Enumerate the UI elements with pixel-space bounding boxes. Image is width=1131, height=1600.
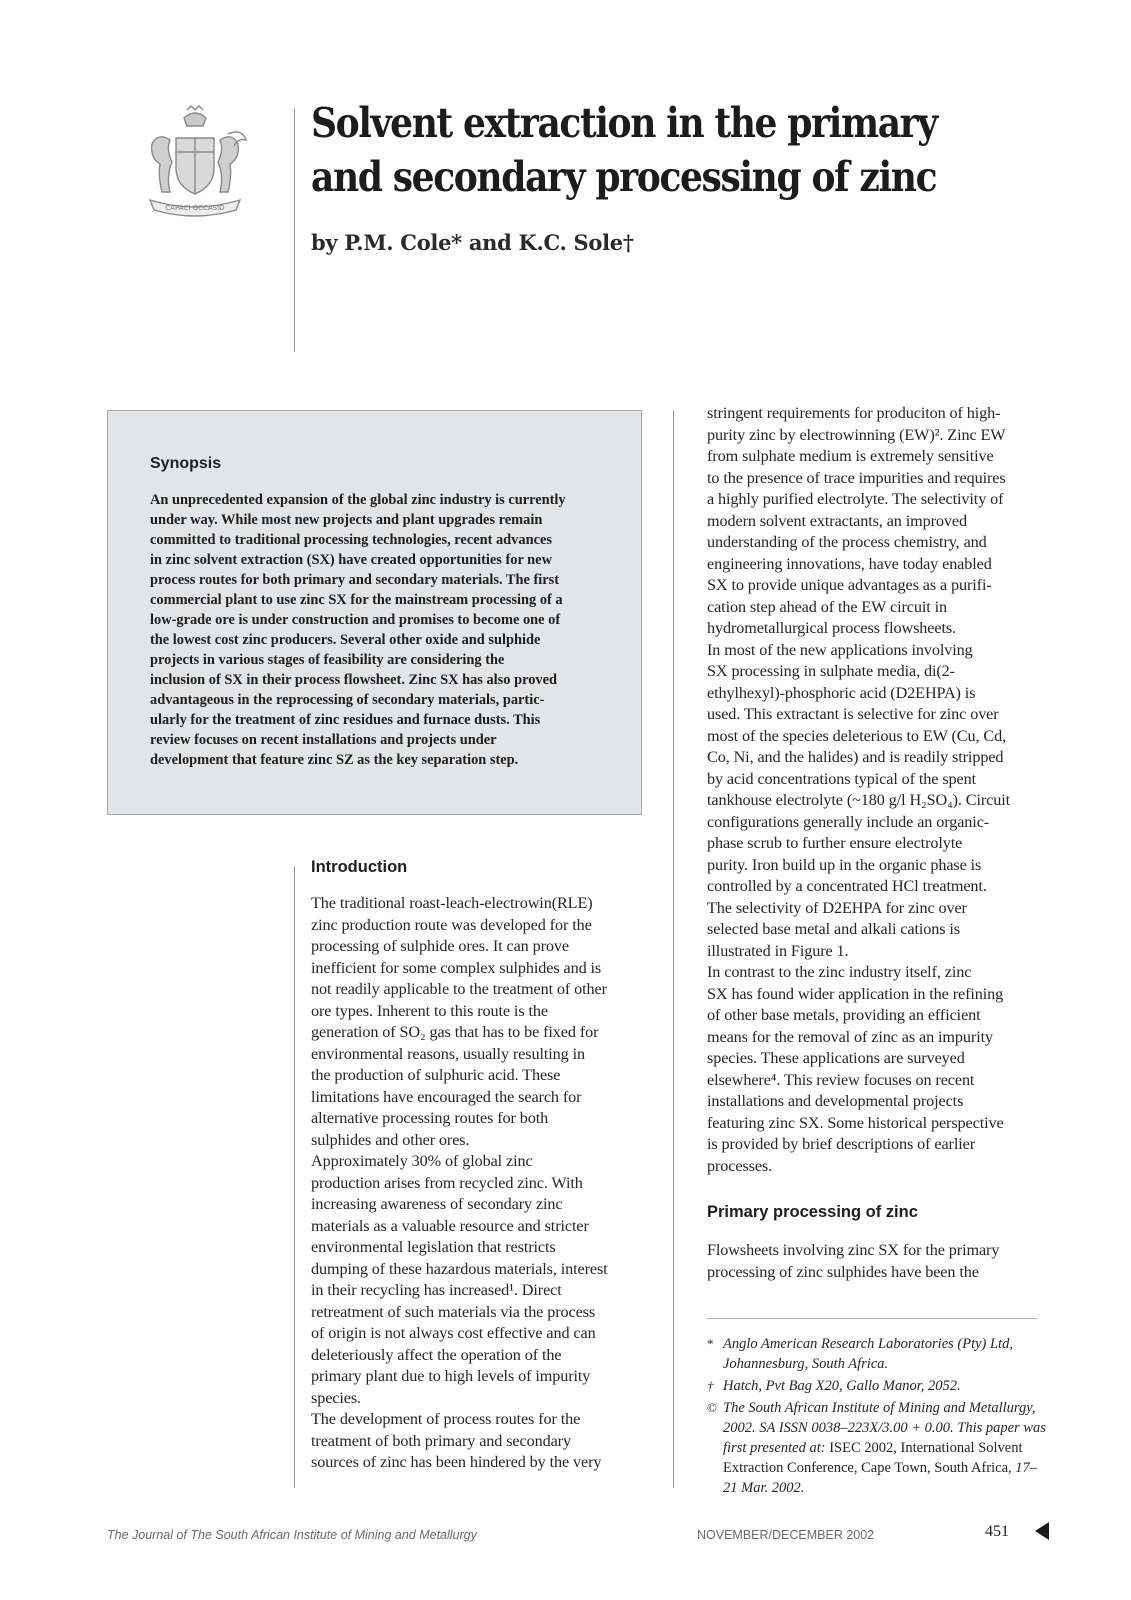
left-triangle-icon — [1035, 1522, 1049, 1540]
primary-processing-text: Flowsheets involving zinc SX for the primary processing of zinc sulphides have been the — [707, 1241, 1000, 1281]
synopsis-text: An unprecedented expansion of the global zinc industry is currently under way. While most new projects and plant upgrades remain committed to traditional processing technologies, recent advances in zinc solvent extraction (SX) have created opportunities for new process routes for both primary and secondary materials. The first commercial plant to use zinc SX for the mainstream processing of a low-grade ore is under construction and promises to become one of the lowest cost zinc producers. Several other oxide and sulphide projects in various stages of feasibility are considering the inclusion of SX in their process flowsheet. Zinc SX has also proved advantageous in the reprocessing of secondary materials, partic- ularly for the treatment of zinc residues and furnace dusts. This review focuses on recent installations and projects under development that feature zinc SZ as the key separation step. — [150, 492, 566, 768]
page-number: 451 — [985, 1523, 1009, 1540]
footnotes — [707, 1334, 1047, 1500]
footnote-affiliation-2: † Hatch, Pvt Bag X20, Gallo Manor, 2052. — [707, 1378, 961, 1394]
right-column-text: stringent requirements for produciton of high- purity zinc by electrowinning (EW)². Zinc EW from sulphate medium is extremely sensitive to the presence of trace impurities and requires a highly purified electrolyte. The selectivity of modern solvent extractants, an improved understanding of the process chemistry, and engineering innovations, have today enabled SX to provide unique advantages as a purifi- cation step ahead of the EW circuit in hydrometallurgical process flowsheets. In most of the new applications involving SX processing in sulphate media, di(2- ethylhexyl)-phosphoric acid (D2EHPA) is used. This extractant is selective for zinc over most of the species deleterious to EW (Cu, Cd, Co, Ni, and the halides) and is readily stripped by acid concentrations typical of the spent tankhouse electrolyte (~180 g/l H₂SO₄). Circuit configurations generally include an organic- phase scrub to further ensure electrolyte purity. Iron build up in the organic phase is controlled by a concentrated HCl treatment. The selectivity of D2EHPA for zinc over selected base metal and alkali cations is illustrated in Figure 1. In contrast to the zinc industry itself, zinc SX has found wider application in the refining of other base metals, providing an efficient means for the removal of zinc as an impurity species. These applications are surveyed elsewhere⁴. This review focuses on recent installations and developmental projects featuring zinc SX. Some historical perspective is provided by brief descriptions of earlier processes. — [707, 404, 1011, 1175]
footer-issue-date: NOVEMBER/DECEMBER 2002 — [697, 1528, 875, 1542]
synopsis-heading: Synopsis — [150, 455, 222, 472]
footnote-rule — [707, 1318, 1037, 1319]
coat-of-arms-icon — [140, 104, 250, 222]
article-title: Solvent extraction in the primary and secondary processing of zinc — [311, 99, 937, 201]
article-byline: by P.M. Cole* and K.C. Sole† — [311, 230, 634, 255]
introduction-heading: Introduction — [311, 858, 408, 876]
introduction-text: The traditional roast-leach-electrowin(RLE) zinc production route was developed for the processing of sulphide ores. It can prove inefficient for some complex sulphides and is not readily applicable to the treatment of other ore types. Inherent to this route is the generation of SO₂ gas that has to be fixed for environmental reasons, usually resulting in the production of sulphuric acid. These limitations have encouraged the search for alternative processing routes for both sulphides and other ores. Approximately 30% of global zinc production arises from recycled zinc. With increasing awareness of secondary zinc materials as a valuable resource and stricter environmental legislation that restricts dumping of these hazardous materials, interest in their recycling has increased¹. Direct retreatment of such materials via the process of origin is not always cost effective and can deleteriously affect the operation of the primary plant due to high levels of impurity species. The development of process routes for the treatment of both primary and secondary sources of zinc has been hindered by the very — [311, 894, 608, 1471]
footer-journal-name: The Journal of The South African Institute of Mining and Metallurgy — [107, 1528, 477, 1542]
footnote-copyright: © The South African Institute of Mining and Metallurgy, 2002. SA ISSN 0038–223X/3.00 + 0.00. This paper was first presented at: ISEC 2002, International Solvent Extraction Conference, Cape Town, South Africa, 17–21 Mar. 2002. — [707, 1400, 1046, 1496]
header-divider — [294, 108, 295, 352]
footnote-affiliation-1: * Anglo American Research Laboratories (Pty) Ltd, Johannesburg, South Africa. — [707, 1336, 1013, 1372]
column-divider — [673, 410, 674, 1488]
left-column-rule — [294, 866, 295, 1488]
primary-processing-heading: Primary processing of zinc — [707, 1203, 918, 1221]
logo-motto: CAPACI OCCASIO — [165, 204, 225, 212]
